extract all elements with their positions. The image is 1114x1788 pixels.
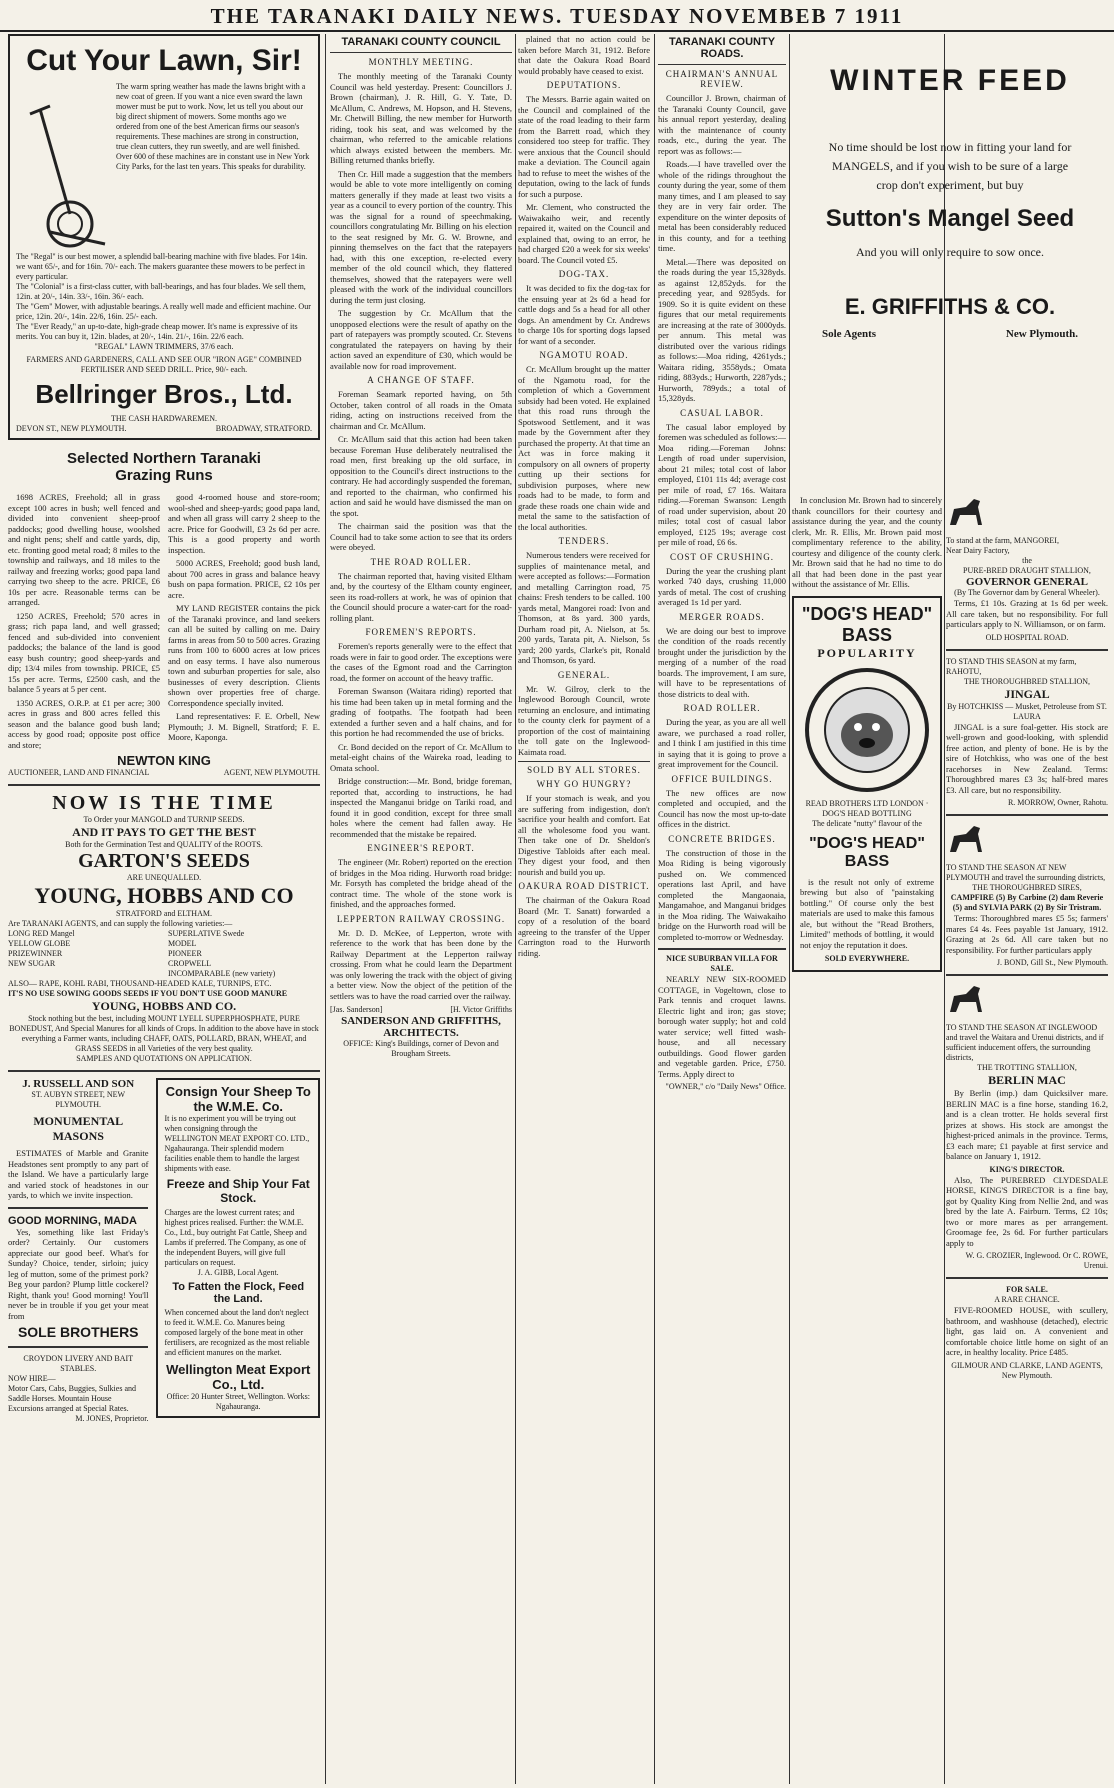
address-right: BROADWAY, STRATFORD. [215, 424, 312, 433]
bass-title: "DOG'S HEAD" BASS [801, 603, 933, 645]
section-heading: DEPUTATIONS. [546, 80, 622, 90]
article-paragraph: We are doing our best to improve the condition of the roads recently brought under the jurisdiction by the merging of a number of the road boards. The improvement, I am sure, will have to be representations of those districts to deal with. [658, 625, 786, 699]
stables-body: Motor Cars, Cabs, Buggies, Sulkies and Saddle Horses. Mountain House Excursions arranged at Special Rates. [8, 1384, 136, 1413]
bass-body: is the result not only of extreme brewing but also of "painstaking bottling." Of course only the best materials are used to make this famous ale, but without the "Read Brothers, Limited" methods of bottling, it would not enjoy the reputation it does. [800, 876, 934, 950]
section-heading: ROAD ROLLER. [683, 703, 761, 713]
grazing-title: Selected Northern Taranaki Grazing Runs [67, 450, 261, 484]
stallion-sig: R. MORROW, Owner, Rahotu. [1007, 798, 1108, 807]
stallion-sig: J. BOND, Gill St., New Plymouth. [996, 958, 1108, 967]
divider [946, 1277, 1108, 1279]
property-listing: 1250 ACRES, Freehold; 570 acres in grass; rich papa land, and well grassed; fenced and sub-divided into convenient paddocks; the balance of the land is good easy bush country; good sheep-yards and dip; 13/4 miles from township. PRICE, £5 15s per acre. Terms, £2500 cash, and the balance 5 years at 5 per cent. [8, 610, 160, 694]
column-ads-left [8, 34, 320, 1784]
article-paragraph: The Messrs. Barrie again waited on the Council and complained of the state of the road leading to their farm from the Barrett road, which they considered too steep for traffic. They were anxious that the Council should make a deviation. The Council again had to refuse to meet the wishes of the deputation, owing to the lack of funds for such a purpose. [518, 94, 650, 199]
stallion-line: THE TROTTING STALLION, [977, 1063, 1077, 1072]
manure-warning: IT'S NO USE SOWING GOODS SEEDS IF YOU DON'T USE GOOD MANURE [8, 989, 288, 998]
stallion-name: GOVERNOR GENERAL [966, 576, 1088, 588]
lawn-line-4: The "Ever Ready," an up-to-date, high-grade cheap mower. It's name is expressive of its merits. You can buy it, 12in. blades, at 20/-, 14in. 21/-, 16in. 22/6 each. [16, 322, 298, 341]
garton-sub: ARE UNEQUALLED. [126, 873, 202, 882]
article-paragraph: Bridge construction:—Mr. Bond, bridge foreman, reported that, according to instructions, he had inspected the Manganui bridge on Tariki road, and found it in good condition, except for three small holes where the cement had fallen away. He recommended that the mistake be repaired. [330, 776, 512, 839]
seeds-line-1: To Order your MANGOLD and TURNIP SEEDS. [83, 815, 245, 824]
column-council-continued [518, 34, 650, 1784]
divider [8, 1346, 148, 1348]
stallion-name: JINGAL [1004, 686, 1050, 701]
sold-heading: SOLD BY ALL STORES. [518, 761, 650, 775]
council-heading: TARANAKI COUNTY COUNCIL [330, 34, 512, 53]
variety: PIONEER [168, 949, 202, 958]
variety: LONG RED Mangel [8, 929, 75, 938]
article-paragraph: Councillor J. Brown, chairman of the Taranaki County Council, gave his annual report yesterday, dealing with the maintenance of county roads, etc., during the year. The report was as follows:— [658, 93, 786, 156]
stallion-body: Terms, £1 10s. Grazing at 1s 6d per week. All care taken, but no responsibility. For full particulars apply to N. Williamson, or on farm. [946, 598, 1108, 629]
stallion-body: Terms: Thoroughbred mares £5 5s; farmers' mares £4 4s. Fees payable 1st January, 1912. Grazing at 2s 6d. All care taken but no responsibility. For further particulars apply [946, 913, 1108, 955]
lawn-line-1: The "Regal" is our best mower, a splendid ball-bearing machine with five blades. For 14in. we want 65/-, and for 16in. 70/- each. The makers guarantee these mowers to be perfect in every particular. [16, 252, 308, 281]
stallion-line: OLD HOSPITAL ROAD. [985, 632, 1069, 642]
divider [946, 814, 1108, 816]
stallion-line: THE THOROUGHBRED STALLION, [963, 676, 1091, 686]
article-paragraph: Metal.—There was deposited on the roads during the year 15,328yds. as against 12,852yds. for the preceding year, and 9285yds. for 1909. So it is quite evident on these figures that our metal requirements are increasing at the rate of 3000yds. per annum. This metal was distributed over the various ridings as follows:—Moa riding, 4261yds.; Waitara riding, 3558yds.; Omata riding, 883yds.; Hurworth, 2287yds.; Hurworth, 789yds.; a total of 15,328yds. [658, 256, 786, 403]
lawn-tagline: FARMERS AND GARDENERS, CALL AND SEE OUR "IRON AGE" COMBINED FERTILISER AND SEED DRILL. Price, 90/- each. [26, 355, 302, 374]
newton-king: NEWTON KING [117, 753, 211, 768]
garton-seeds-advert [8, 792, 320, 1064]
lower-left-ads [8, 1078, 148, 1424]
grazing-runs-advert [8, 450, 320, 778]
grazing-right [168, 492, 320, 753]
wme-office: Office: 20 Hunter Street, Wellington. Works: Ngahauranga. [166, 1392, 310, 1411]
section-heading: COST OF CRUSHING. [669, 551, 775, 562]
stallion-body: Also, The PUREBRED CLYDESDALE HORSE, KING'S DIRECTOR is a fine bay, got by Quality King from Nellie 2nd, and was bred by the late A. Fairburn. Terms, £2 10s; two or more mares as per arrangement. Groomage fee, 2s 6d. For further particulars apply to [946, 1174, 1108, 1248]
forsale-head: FOR SALE. [1006, 1285, 1048, 1294]
masthead [0, 0, 1114, 32]
bass-brand: "DOG'S HEAD" BASS [809, 834, 925, 870]
grazing-columns [8, 492, 320, 753]
wme-sub: Freeze and Ship Your Fat Stock. [166, 1177, 310, 1205]
winter-feed-title: WINTER FEED [830, 64, 1070, 97]
wme-body-3: When concerned about the land don't neglect to feed it. W.M.E. Co. Manures being composed largely of the bone meat in other fertilisers, are recognized as the most reliable and efficient manures on the market. [164, 1308, 310, 1357]
column-rule [654, 34, 655, 1784]
agent-right: AGENT, NEW PLYMOUTH. [223, 768, 320, 777]
horse-icon [946, 982, 986, 1018]
article-paragraph: The chairman of the Oakura Road Board (Mr. T. Sanatt) forwarded a copy of a resolution of the board agreeing to the transfer of the Upper Carrington road to the Hurworth riding. [518, 895, 650, 958]
section-heading: CASUAL LABOR. [680, 407, 764, 418]
stallion-line: By HOTCHKISS — Musket, Petroleuse from ST. LAURA [947, 701, 1107, 721]
lawn-mower-illustration [20, 104, 110, 254]
column-rule [515, 34, 516, 1784]
villa-body: NEARLY NEW SIX-ROOMED COTTAGE, in Vogeltown, close to Park tennis and croquet lawns. Electric light and iron; gas stove; borough water supply; hot and cold water service; well fitted wash-house, and all necessary outbuildings. Good flower garden and vegetable garden. Price, £750. Terms. Apply direct to [658, 974, 786, 1079]
property-listing: good 4-roomed house and store-room; wool-shed and sheep-yards; good papa land, and when all grass will carry 2 sheep to the acre. Price for Goodwill, £3 2s 6d per acre. This is a good property and worth inspection. [168, 492, 320, 555]
bellringer-addresses [16, 424, 312, 434]
wme-body-2: Charges are the lowest current rates; and highest prices realised. Further: the W.M.E. Co., Ltd., buy outright Fat Cattle, Sheep and Lambs if preferred. The Company, as one of the independent Buyers, will give full particulars on request. [164, 1208, 307, 1267]
variety: MODEL [168, 939, 197, 948]
ad-headline: Cut Your Lawn, Sir! [26, 44, 302, 77]
section-heading: DOG-TAX. [558, 269, 610, 279]
column-rule [325, 34, 326, 1784]
roads-heading: TARANAKI COUNTY ROADS. [658, 34, 786, 65]
grazing-left [8, 492, 160, 753]
property-listing: 1698 ACRES, Freehold; all in grass except 100 acres in bush; well fenced and divided into convenient sheep-proof paddocks; good dwelling house, woolshed and night pens; shelf and cattle yards, dip, etc. fronting good metal road; 8 miles to the township and railways, and 18 miles to the railway and freezing works; good papa land carrying two sheep to the acre. PRICE, £6 10s per acre. Reasonable terms can be arranged. [8, 492, 160, 607]
section-heading: OAKURA ROAD DISTRICT. [518, 881, 650, 891]
article-paragraph: Cr. McAllum said that this action had been taken because Foreman Huse deliberately neutralised the road men, first breaking up the old surface, in opposition to the Council's direct instructions to the contrary. He had accordingly suspended the foreman, and reported to the chairman, who confirmed his action and said he would have dismissed the man on the spot. [330, 434, 512, 518]
divider [946, 974, 1108, 976]
stallion-head: TO STAND THIS SEASON at my farm, RAHOTU, [946, 656, 1077, 676]
butcher-title: GOOD MORNING, MADA [8, 1214, 137, 1227]
suburban-villa-advert [658, 948, 786, 1092]
land-register-note: MY LAND REGISTER contains the pick of the Taranaki province, and land seekers can all be suited by calling on me. Dairy farms in areas from 50 to 500 acres. Grazing runs from 100 to 6000 acres at low prices and on easy terms. I have also numerous town and suburban properties for sale, also businesses of every description. Clients shown over properties free of charge. Correspondence specially invited. [168, 603, 320, 708]
stallion-head: TO STAND THE SEASON AT NEW PLYMOUTH and travel the surrounding districts, [946, 863, 1106, 882]
section-heading: ENGINEER'S REPORT. [367, 843, 475, 853]
council-subheading: MONTHLY MEETING. [368, 57, 474, 67]
column-rule [789, 34, 790, 1784]
article-paragraph: Numerous tenders were received for supplies of maintenance metal, and were accepted as follows:—Formation and metalling Carrington road, 75 chains: Fresh tenders to be called. 100 yards metal, Mangorei road: Ivon and Thomson, at 8s yard. 300 yards, Durham road pit, A. Nielson, at 5s. 200 yards, Tarata pit, A. Nielson, 5s yard; 200 yards, Clarke's pit, Ronald and Thomson, 6s yard. [518, 550, 650, 665]
stallion-name: BERLIN MAC [988, 1073, 1066, 1087]
seeds-footer: SAMPLES AND QUOTATIONS ON APPLICATION. [76, 1054, 252, 1063]
article-paragraph: Mr. W. Gilroy, clerk to the Inglewood Borough Council, wrote returning an enclosure, and intimating to the county clerk for payment of a proportion of the cost of maintaining the toll gate on the Inglewood-Kaimata road. [518, 683, 650, 757]
villa-sig: "OWNER," c/o "Daily News" Office. [665, 1082, 786, 1091]
bass-seal-text: READ BROTHERS LTD LONDON · DOG'S HEAD BOTTLING [805, 798, 929, 818]
variety: CROPWELL [168, 959, 212, 968]
column-stallions [946, 495, 1108, 1784]
section-heading: LEPPERTON RAILWAY CROSSING. [336, 913, 506, 924]
griffiths-firm: E. GRIFFITHS & CO. [844, 294, 1056, 319]
article-paragraph: It was decided to fix the dog-tax for the ensuing year at 2s 6d a head for cattle dogs and 5s a head for all other dogs. An amendment by Cr. Andrews to charge 10s for sporting dogs lapsed for want of a seconder. [518, 283, 650, 346]
section-heading: FOREMEN'S REPORTS. [365, 627, 477, 637]
griffiths-sub [822, 328, 1078, 340]
stables-sig: M. JONES, Proprietor. [75, 1414, 149, 1423]
section-heading: NGAMOTU ROAD. [539, 350, 629, 360]
young-hobbs-sub: STRATFORD and ELTHAM. [116, 909, 212, 918]
lawn-mower-advert [8, 34, 320, 440]
lawn-line-2: The "Colonial" is a first-class cutter, with ball-bearings, and has four blades. We sell them, 12in. at 20/-, 14in. 33/-, 16in. 36/- each. [16, 282, 306, 301]
article-paragraph: The construction of those in the Moa Riding is being vigorously pushed on. We commenced operations last April, and have completed the Mangaonaia, Mangamahoe, and Manganui bridges in the Moa riding. The Waiwakaiho bridge on the Hurworth road will be completed to-morrow or Wednesday. [658, 847, 786, 942]
also-line: ALSO— RAPE, KOHL RABI, THOUSAND-HEADED KALE, TURNIPS, ETC. [8, 979, 272, 988]
seeds-line-3: Both for the Germination Test and QUALITY of the ROOTS. [65, 840, 263, 849]
section-heading: TENDERS. [558, 536, 610, 546]
section-heading: MERGER ROADS. [679, 611, 765, 622]
russell-name: J. RUSSELL AND SON [22, 1078, 135, 1090]
article-paragraph: Mr. D. D. McKee, of Lepperton, wrote with reference to the work that has been done by the Railway Department at the Lepperton railway crossing. From what he could learn the Department was only lowering the track with the object of giving a better view. Now the object of the petition of the settlers was to have the road carried over the railway. [330, 927, 512, 1001]
stallion-body: JINGAL is a sure foal-getter. His stock are well-grown and good-looking, with splendid free action, and plenty of bone. He is by the sire of Hotchkiss, who was one of the best racehorses in New Zealand. Terms: Thoroughbred mares £3 3s; half-bred mares £3. All care, but no responsibility. [946, 721, 1108, 795]
forsale-firm: GILMOUR AND CLARKE, LAND AGENTS, New Plymouth. [951, 1360, 1103, 1380]
divider [8, 1207, 148, 1209]
wme-sub-2: To Fatten the Flock, Feed the Land. [172, 1281, 305, 1305]
stallion-name: KING'S DIRECTOR. [989, 1164, 1065, 1174]
section-heading: OFFICE BUILDINGS. [671, 773, 773, 784]
article-paragraph: Foremen's reports generally were to the effect that roads were in fair to good order. The exceptions were the cases of the Egmont road and the Carrington road, the former on account of the heavy traffic. [330, 641, 512, 683]
wme-firm: Wellington Meat Export Co., Ltd. [166, 1362, 311, 1392]
stallion-sig: W. G. CROZIER, Inglewood. Or C. ROWE, Urenui. [965, 1251, 1108, 1270]
stallion-line: the [1022, 556, 1032, 565]
article-paragraph: The chairman said the position was that the Council had to take some action to see that its orders were obeyed. [330, 521, 512, 552]
article-paragraph: The chairman reported that, having visited Eltham and, by the courtesy of the Eltham county engineer, seen its road-rollers at work, he was of opinion that the Council should procure a water-cart for the road-rolling plant. [330, 570, 512, 623]
column-bass [792, 495, 942, 1784]
winter-feed-advert [792, 34, 1108, 494]
bass-sub: POPULARITY [817, 645, 917, 660]
agents-line: Are TARANAKI AGENTS, and can supply the following varieties:— [8, 919, 233, 928]
section-heading: GENERAL. [557, 669, 611, 680]
wme-agent: J. A. GIBB, Local Agent. [197, 1268, 279, 1277]
bellringer-sub: THE CASH HARDWAREMEN. [111, 414, 217, 423]
winter-feed-body: No time should be lost now in fitting your land for MANGELS, and if you wish to be sure of a large crop don't experiment, but buy [828, 140, 1072, 192]
bulldog-seal-icon [802, 665, 932, 795]
masons-title: MONUMENTAL MASONS [33, 1114, 124, 1143]
article-paragraph: The casual labor employed by foremen was scheduled as follows:—Moa riding.—Foreman Johns: Length of road under supervision, about 21 miles; total cost of labor employed, £101 11s 4d; average cost per mile of road, £7 16s. Waitara riding.—Foreman Swanson: Length of road under supervision, about 20 miles; total cost of casual labor employed, £125 19s; average cost per mile of road, £6 6s. [658, 421, 786, 547]
newton-king-sub [8, 768, 320, 778]
article-paragraph: Foreman Seamark reported having, on 5th October, taken control of all roads in the Omata riding, acting on instructions received from the chairman and Cr. McAllum. [330, 389, 512, 431]
stallion-line: THE THOROUGHBRED SIRES, [972, 883, 1082, 892]
architects-office: OFFICE: King's Buildings, corner of Devon and Brougham Streets. [343, 1039, 499, 1058]
property-listing: 5000 ACRES, Freehold; good bush land, about 700 acres in grass and balance heavy bush on papa formation. PRICE, £2 10s per acre. [168, 558, 320, 600]
agent-left: AUCTIONEER, LAND AND FINANCIAL [8, 768, 150, 777]
section-heading: CONCRETE BRIDGES. [668, 833, 776, 844]
winter-feed-tail: And you will only require to sow once. [856, 245, 1044, 259]
article-paragraph: During the year the crushing plant worked 740 days, crushing 11,000 yards of metal. The cost of crushing averaged 1s 1d per yard. [658, 565, 786, 607]
stallion-head: TO STAND THE SEASON AT INGLEWOOD and travel the Waitara and Urenui districts, and if sufficient inducement offers, the surrounding districts, [946, 1023, 1104, 1062]
section-heading: A CHANGE OF STAFF. [367, 375, 475, 385]
sutton-brand: Sutton's Mangel Seed [825, 205, 1075, 232]
stallion-body: By Berlin (imp.) dam Quicksilver mare. BERLIN MAC is a fine horse, standing 16.2, and is a clean trotter. He holds several first prizes at shows. His stock are amongst the highest-priced animals in the province. Terms, £3 each mare; £1 payable at first service and balance on January 1, 1912. [946, 1088, 1108, 1161]
bass-caption: The delicate "nutty" flavour of the [812, 818, 922, 828]
lawn-ad-body [16, 82, 312, 252]
varieties-right [168, 929, 320, 979]
article-paragraph: Cr. Bond decided on the report of Cr. McAllum to metal-eight chains of the Waireka road, leading to Omata school. [330, 741, 512, 773]
wme-title: Consign Your Sheep To the W.M.E. Co. [165, 1084, 311, 1114]
stallion-line: To stand at the farm, MANGOREI, [946, 536, 1059, 545]
architects-names [330, 1005, 512, 1015]
article-paragraph: The new offices are now completed and occupied, and the Council has now the most up-to-date offices in the district. [658, 787, 786, 829]
lawn-intro: The warm spring weather has made the lawns bright with a new coat of green. If you want a nice even sward the lawn mower must be put to work. Now, let us tell you about our big direct shipment of mowers. Some months ago we ordered from one of the best American firms our season's requirements. These machines are strong in construction, true clean cutters, they run sweetly, and are well finished. Over 600 of these machines are in constant use in New York City Parks, for the last ten years. This speaks for durability. [116, 82, 310, 171]
forsale-sub: A RARE CHANCE. [994, 1295, 1060, 1304]
horse-icon [946, 822, 986, 858]
article-paragraph: Foreman Swanson (Waitara riding) reported that his time had been taken up in metal forming and the grading of footpaths. The footpath had been extended a further seven and a half chains, and for this portion he had recommended the use of bricks. [330, 686, 512, 738]
variety: YELLOW GLOBE [8, 939, 71, 948]
stallion-name: CAMPFIRE (5) By Carbine (2) dam Reverie (5) and SYLVIA PARK (2) By Sir Tristram. [950, 893, 1104, 912]
lawn-line-3: The "Gem" Mower, with adjustable bearings. A really well made and efficient machine. Our price, 12in. 20/-, 14in. 22/6, 16in. 25/- each. [16, 302, 311, 321]
hungry-heading: WHY GO HUNGRY? [536, 779, 632, 789]
griffiths-town: New Plymouth. [1005, 328, 1078, 340]
russell-address: ST. AUBYN STREET, NEW PLYMOUTH. [31, 1090, 126, 1109]
column-council [330, 34, 512, 1784]
article-paragraph: plained that no action could be taken before March 31, 1912. Before that date the Oakura Road Board would probably have ceased to exist. [518, 34, 650, 76]
variety: PRIZEWINNER [8, 949, 63, 958]
butcher-body: Yes, something like last Friday's order? Certainly. Our customers appreciate our good beef. What's for Sunday? Choice, tender, sirloin; juicy leg of mutton, some of the primest pork? Beg your pardon? Plump little cockerel? Right, thank you! Good morning! You'll never be in trouble if you get your meat from [8, 1226, 149, 1321]
article-paragraph: Mr. Clement, who constructed the Waiwakaiho weir, and recently repaired it, waited on the Council and explained that, owing to an error, he had charged £20 a week for six weeks' board. The Council voted £5. [518, 202, 650, 265]
closing-paragraph: In conclusion Mr. Brown had to sincerely thank councillors for their courtesy and assistance during the year, and the county clerk, Mr. R. Ellis, Mr. Brown paid most complimentary reference to the ability, courtesy and diligence of the county clerk. Mr. Brown said that he had no time to do all that had been done in the past year without the assistance of Mr. Ellis. [792, 495, 942, 589]
horse-icon [946, 495, 986, 531]
architects-firm: SANDERSON AND GRIFFITHS, ARCHITECTS. [341, 1015, 501, 1039]
property-listing: 1350 ACRES, O.R.P. at £1 per acre; 300 acres in grass and 800 acres felled this season and the balance good bush land; access by good road; opposite post office and store; [8, 697, 160, 750]
divider [8, 784, 320, 786]
article-paragraph: During the year, as you are all well aware, we purchased a road roller, and I think I am justified in this time in saying that it is going to prove a great improvement for the Council. [658, 717, 786, 769]
variety: NEW SUGAR [8, 959, 56, 968]
varieties [8, 929, 320, 979]
article-paragraph: Then Cr. Hill made a suggestion that the members would be able to vote more intelligently on coming matters generally if they made at least two visits a year as a council to every portion of the country. This was the signal for a round of speechmaking, councillors congratulating Mr. Billing on his election to the seat resigned by Mr. G. W. Browne, and pinning themselves on the fact that the ratepayers had, with this one exception, re-elected every member of the old council which, they flattered themselves, showed that the ratepayers were well pleased with the work of the individual councillors during the term just closing. [330, 168, 512, 305]
article-paragraph: Cr. McAllum brought up the matter of the Ngamotu road, for the completion of which a Government subsidy had been voted. He explained that this road runs through the Spotswood Settlement, and it was made by the Government after they purchased the property. At that time an Act was in force making it compulsory on all owners of property cutting up their sections for subdivision purposes, where new roads had to be made, to form and grade these roads one chain wide and metal the same to the satisfaction of the local authorities. [518, 364, 650, 532]
stallion-line: PURE-BRED DRAUGHT STALLION, [963, 566, 1091, 575]
dogs-head-bass-advert [792, 596, 942, 973]
stallion-line: Near Dairy Factory, [946, 546, 1010, 555]
article-paragraph: The suggestion by Cr. McAllum that the unopposed elections were the result of apathy on the part of ratepayers was promptly scouted. Cr. Stevens congratulated the ratepayers on having by their action saved an expenditure of £30, which would be available now for road improvement. [330, 308, 512, 371]
section-heading: THE ROAD ROLLER. [370, 556, 472, 567]
article-paragraph: Roads.—I have travelled over the whole of the ridings throughout the county during the year, some of them many times, and I am pleased to say they are in very fair order. The expenditure on the winter deposits of metal has been considerably reduced in this county, and for a teething time. [658, 159, 786, 253]
lawn-line-5: "REGAL" LAWN TRIMMERS, 37/6 each. [94, 342, 234, 351]
varieties-left [8, 929, 160, 979]
column-roads [658, 34, 786, 1784]
newspaper-title: THE TARANAKI DAILY NEWS. TUESDAY NOVEMBEB 7 1911 [210, 4, 904, 28]
seeds-headline: NOW IS THE TIME [52, 792, 276, 814]
address-left: DEVON ST., NEW PLYMOUTH. [16, 424, 127, 433]
stables-hire: NOW HIRE— [8, 1374, 56, 1383]
bellringer-name: Bellringer Bros., Ltd. [35, 379, 293, 409]
variety: SUPERLATIVE Swede [168, 929, 245, 938]
wme-body: It is no experiment you will be trying out when consigning through the WELLINGTON MEAT EXPORT CO. LTD., Ngahauranga. Their splendid modern facilities enable them to handle the largest shipments with ease. [164, 1114, 310, 1173]
wme-advert [156, 1078, 320, 1418]
architect-right: [H. Victor Griffiths [450, 1005, 512, 1014]
garton-brand: GARTON'S SEEDS [78, 850, 250, 872]
divider [8, 1070, 320, 1072]
variety: INCOMPARABLE (new variety) [168, 969, 276, 978]
stables-title: CROYDON LIVERY AND BAIT STABLES. [23, 1354, 134, 1373]
divider [946, 649, 1108, 651]
young-hobbs-name-2: YOUNG, HOBBS AND CO. [91, 999, 237, 1013]
article-paragraph: The engineer (Mr. Robert) reported on the erection of bridges in the Moa riding. Hurworth road bridge: Mr. Forsyth has completed the bridge ahead of the contract time. The whole of the stone work is finished, and the approaches formed. [330, 857, 512, 909]
stock-text: Stock nothing but the best, including MOUNT LYELL SUPERPHOSPHATE, PURE BONEDUST, And Special Manures for all kinds of Crops. In addition to the above have in stock everything a Farmer wants, including CHAFF, OATS, POLLARD, BRAN, WHEAT, and GRASS SEEDS in all Varieties of the very best quality. [9, 1014, 319, 1053]
sole-brothers: SOLE BROTHERS [17, 1324, 139, 1340]
griffiths-agents: Sole Agents [822, 328, 877, 340]
masons-body: ESTIMATES of Marble and Granite Headstones sent promptly to any part of the Island. We have a particularly large and varied stock of headstones in our yards, to which we invite inspection. [8, 1148, 149, 1200]
seeds-line-2: AND IT PAYS TO GET THE BEST [72, 825, 256, 839]
villa-title: NICE SUBURBAN VILLA FOR SALE. [666, 954, 778, 973]
architect-left: [Jas. Sanderson] [330, 1005, 383, 1014]
bass-footer: SOLD EVERYWHERE. [824, 954, 910, 963]
forsale-body: FIVE-ROOMED HOUSE, with scullery, bathroom, and washhouse (detached), electric light, gas laid on. A convenient and comfortable choice little home on sight of an acre, in healthy locality. Price £485. [946, 1305, 1108, 1357]
land-representatives: Land representatives: F. E. Orbell, New Plymouth; J. M. Bignell, Stratford; F. E. Moore, Kaponga. [168, 711, 320, 742]
lower-ads [8, 1078, 320, 1424]
roads-subheading: CHAIRMAN'S ANNUAL REVIEW. [665, 69, 779, 89]
stallion-line: (By The Governor dam by General Wheeler). [954, 588, 1100, 597]
article-paragraph: The monthly meeting of the Taranaki County Council was held yesterday. Present: Councillors J. Brown (chairman), J. R. Hill, G. Y. Tate, D. McAllum, C. Andrews, M. Hopson, and H. Stevens, Mr. Chetwill Billing, the new member for Hurworth riding, took his seat, and was welcomed by the chairman, who referred to the amicable relations which always existed between the members. Mr. Billing returned thanks briefly. [330, 71, 512, 165]
article-paragraph: If your stomach is weak, and you are suffering from indigestion, don't sacrifice your health and comfort. Eat all the wholesome food you want. Then take one of Dr. Sheldon's Digestive Tabloids after each meal. They digest your food, and then nourish and build you up. [518, 793, 650, 877]
young-hobbs-name: YOUNG, HOBBS AND CO [34, 883, 294, 908]
